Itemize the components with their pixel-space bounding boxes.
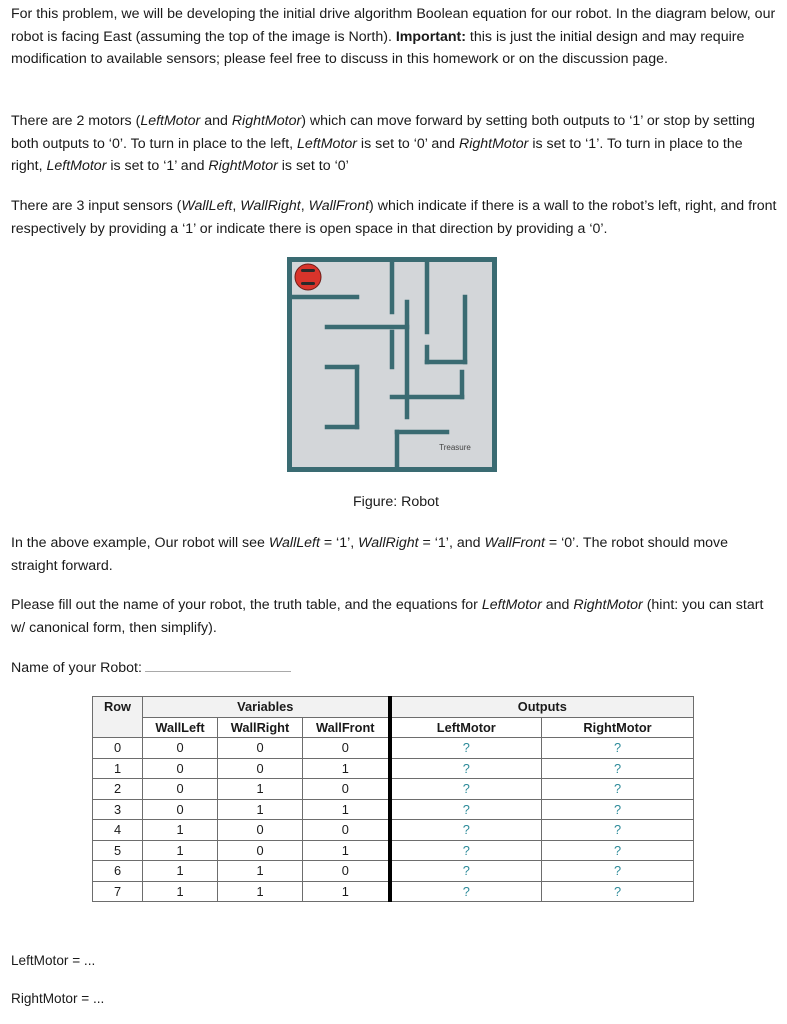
input-cell: 1 — [143, 861, 218, 882]
figure-caption: Figure: Robot — [353, 494, 439, 510]
row-number-cell: 1 — [93, 758, 143, 779]
column-header: WallRight — [218, 717, 303, 738]
row-number-cell: 6 — [93, 861, 143, 882]
input-cell: 1 — [143, 840, 218, 861]
intro-paragraph-sensors: There are 3 input sensors (WallLeft, WallRight, WallFront) which indicate if there is a wall to the robot’s left, right, and front respectively by providing a ‘1’ or indicate there is open space in that direction by providing a ‘0’. — [11, 198, 777, 237]
column-header: WallFront — [303, 717, 390, 738]
output-cell[interactable]: ? — [542, 840, 694, 861]
column-header: LeftMotor — [390, 717, 542, 738]
output-cell[interactable]: ? — [390, 758, 542, 779]
input-cell: 0 — [143, 799, 218, 820]
input-cell: 0 — [143, 738, 218, 759]
row-number-cell: 2 — [93, 779, 143, 800]
input-cell: 1 — [218, 881, 303, 902]
column-header: WallLeft — [143, 717, 218, 738]
example-paragraph: In the above example, Our robot will see WallLeft = ‘1’, WallRight = ‘1’, and WallFront = ‘0’. The robot should move straight forward. — [11, 535, 729, 574]
row-number-cell: 0 — [93, 738, 143, 759]
input-cell: 0 — [143, 758, 218, 779]
output-cell[interactable]: ? — [390, 861, 542, 882]
input-cell: 1 — [143, 881, 218, 902]
robot-icon — [295, 264, 321, 290]
input-cell: 0 — [143, 779, 218, 800]
input-cell: 1 — [143, 820, 218, 841]
table-row — [93, 881, 694, 902]
output-cell[interactable]: ? — [542, 881, 694, 902]
input-cell: 0 — [303, 779, 390, 800]
truth-table — [92, 696, 694, 902]
column-header: RightMotor — [542, 717, 694, 738]
output-cell[interactable]: ? — [542, 779, 694, 800]
input-cell: 0 — [303, 820, 390, 841]
row-header: Row — [93, 697, 143, 738]
row-number-cell: 5 — [93, 840, 143, 861]
table-row — [93, 758, 694, 779]
input-cell: 1 — [303, 840, 390, 861]
output-cell[interactable]: ? — [390, 820, 542, 841]
table-row — [93, 738, 694, 759]
input-cell: 0 — [218, 758, 303, 779]
output-cell[interactable]: ? — [542, 799, 694, 820]
robot-name-field — [11, 656, 291, 679]
maze-figure — [287, 257, 497, 472]
intro-paragraph-motors: There are 2 motors (LeftMotor and RightMotor) which can move forward by setting both outputs to ‘1’ or stop by setting both outputs to ‘0’. To turn in place to the left, LeftMotor is set to ‘0’ and RightMotor is set to ‘1’. To turn in place to the right, LeftMotor is set to ‘1’ and RightMotor is set to ‘0’ — [11, 113, 755, 174]
output-cell[interactable]: ? — [390, 799, 542, 820]
input-cell: 1 — [218, 779, 303, 800]
robot-name-label: Name of your Robot: — [11, 660, 142, 676]
input-cell: 0 — [303, 738, 390, 759]
table-row — [93, 779, 694, 800]
variables-header: Variables — [143, 697, 390, 718]
robot-name-blank[interactable] — [145, 656, 291, 672]
truth-table-group-header — [93, 697, 694, 718]
output-cell[interactable]: ? — [542, 758, 694, 779]
outputs-header: Outputs — [390, 697, 694, 718]
output-cell[interactable]: ? — [390, 738, 542, 759]
output-cell[interactable]: ? — [542, 861, 694, 882]
input-cell: 0 — [218, 820, 303, 841]
instructions-paragraph: Please fill out the name of your robot, the truth table, and the equations for LeftMotor and RightMotor (hint: you can start w/ canonical form, then simplify). — [11, 597, 764, 636]
table-row — [93, 799, 694, 820]
input-cell: 1 — [303, 799, 390, 820]
row-number-cell: 4 — [93, 820, 143, 841]
output-cell[interactable]: ? — [390, 779, 542, 800]
input-cell: 1 — [303, 881, 390, 902]
output-cell[interactable]: ? — [390, 881, 542, 902]
truth-table-column-header — [93, 717, 694, 738]
table-row — [93, 820, 694, 841]
row-number-cell: 3 — [93, 799, 143, 820]
input-cell: 1 — [303, 758, 390, 779]
table-row — [93, 861, 694, 882]
input-cell: 1 — [218, 799, 303, 820]
left-motor-equation: LeftMotor = ... — [11, 953, 96, 968]
input-cell: 0 — [218, 738, 303, 759]
row-number-cell: 7 — [93, 881, 143, 902]
output-cell[interactable]: ? — [542, 738, 694, 759]
intro-paragraph-1: For this problem, we will be developing the initial drive algorithm Boolean equation for our robot. In the diagram below, our robot is facing East (assuming the top of the image is North). Important: this is just the initial design and may require modification to available sensors; please feel free to discuss in this homework or on the discussion page. — [11, 6, 776, 67]
table-row — [93, 840, 694, 861]
input-cell: 1 — [218, 861, 303, 882]
output-cell[interactable]: ? — [390, 840, 542, 861]
output-cell[interactable]: ? — [542, 820, 694, 841]
right-motor-equation: RightMotor = ... — [11, 991, 105, 1006]
treasure-label: Treasure — [439, 443, 471, 452]
input-cell: 0 — [303, 861, 390, 882]
input-cell: 0 — [218, 840, 303, 861]
